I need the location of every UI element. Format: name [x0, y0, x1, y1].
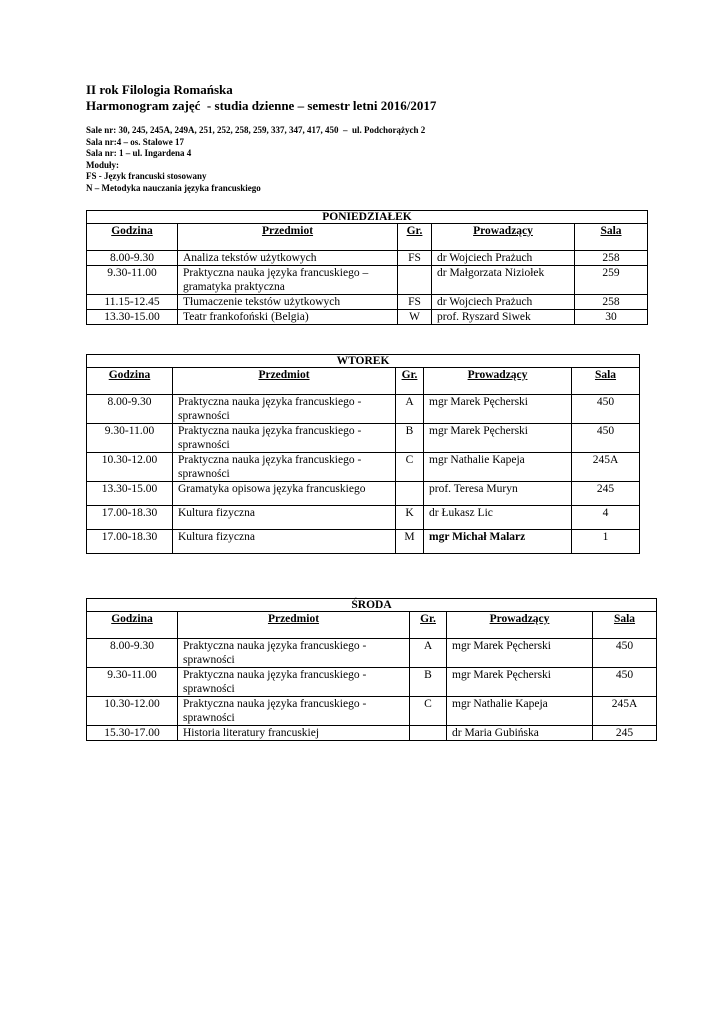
- teacher-column-header: Prowadzący: [447, 612, 593, 639]
- group-cell: B: [410, 668, 447, 697]
- room-column-header: Sala: [593, 612, 657, 639]
- subject-cell: Historia literatury francuskiej: [178, 726, 410, 741]
- room-cell: 450: [572, 424, 640, 453]
- room-cell: 245A: [572, 453, 640, 482]
- teacher-cell: mgr Marek Pęcherski: [424, 395, 572, 424]
- subject-column-header: Przedmiot: [173, 368, 396, 395]
- room-cell: 258: [575, 251, 648, 266]
- room-cell: 245: [572, 482, 640, 506]
- document-header: [86, 82, 436, 194]
- hour-cell: 9.30-11.00: [87, 668, 178, 697]
- room-cell: 4: [572, 506, 640, 530]
- teacher-cell: mgr Marek Pęcherski: [447, 668, 593, 697]
- rooms-line-2: Sala nr:4 – os. Stalowe 17: [86, 136, 185, 147]
- group-cell: FS: [398, 251, 432, 266]
- group-cell: FS: [398, 295, 432, 310]
- table-row: [87, 453, 640, 482]
- table-row: [87, 251, 648, 266]
- group-column-header: Gr.: [396, 368, 424, 395]
- subject-cell: Kultura fizyczna: [173, 530, 396, 554]
- teacher-cell: prof. Teresa Muryn: [424, 482, 572, 506]
- table-row: [87, 726, 657, 741]
- group-cell: A: [396, 395, 424, 424]
- room-cell: 450: [593, 639, 657, 668]
- subject-cell: Praktyczna nauka języka francuskiego – gramatyka praktyczna: [178, 266, 398, 295]
- subject-cell: Praktyczna nauka języka francuskiego - sprawności: [178, 697, 410, 726]
- teacher-column-header: Prowadzący: [432, 224, 575, 251]
- group-cell: B: [396, 424, 424, 453]
- subject-cell: Analiza tekstów użytkowych: [178, 251, 398, 266]
- monday-day-header: PONIEDZIAŁEK: [87, 211, 648, 224]
- group-cell: A: [410, 639, 447, 668]
- group-cell: C: [410, 697, 447, 726]
- subject-cell: Gramatyka opisowa języka francuskiego: [173, 482, 396, 506]
- teacher-cell: dr Łukasz Lic: [424, 506, 572, 530]
- module-fs: FS - Język francuski stosowany: [86, 171, 207, 181]
- teacher-cell: dr Małgorzata Niziołek: [432, 266, 575, 295]
- module-n: N – Metodyka nauczania języka francuskiego: [86, 182, 261, 193]
- hour-cell: 13.30-15.00: [87, 482, 173, 506]
- hour-column-header: Godzina: [87, 224, 178, 251]
- hour-cell: 9.30-11.00: [87, 424, 173, 453]
- table-row: [87, 697, 657, 726]
- room-column-header: Sala: [572, 368, 640, 395]
- hour-cell: 10.30-12.00: [87, 697, 178, 726]
- teacher-cell: mgr Nathalie Kapeja: [424, 453, 572, 482]
- room-cell: 259: [575, 266, 648, 295]
- group-column-header: Gr.: [398, 224, 432, 251]
- wednesday-table: [86, 598, 657, 741]
- hour-cell: 17.00-18.30: [87, 530, 173, 554]
- tuesday-table: [86, 354, 640, 554]
- teacher-cell: mgr Marek Pęcherski: [447, 639, 593, 668]
- table-row: [87, 424, 640, 453]
- tuesday-day-header: WTOREK: [87, 355, 640, 368]
- room-cell: 450: [572, 395, 640, 424]
- rooms-line-3: Sala nr: 1 – ul. Ingardena 4: [86, 148, 192, 158]
- group-cell: [396, 482, 424, 506]
- subject-cell: Praktyczna nauka języka francuskiego - sprawności: [173, 453, 396, 482]
- group-column-header: Gr.: [410, 612, 447, 639]
- teacher-cell: mgr Marek Pęcherski: [424, 424, 572, 453]
- table-row: [87, 482, 640, 506]
- group-cell: C: [396, 453, 424, 482]
- teacher-cell: dr Maria Gubińska: [447, 726, 593, 741]
- table-row: [87, 295, 648, 310]
- hour-cell: 9.30-11.00: [87, 266, 178, 295]
- table-row: [87, 530, 640, 554]
- room-cell: 1: [572, 530, 640, 554]
- table-row: [87, 639, 657, 668]
- teacher-cell: prof. Ryszard Siwek: [432, 310, 575, 325]
- modules-label: Moduły:: [86, 159, 120, 170]
- hour-cell: 8.00-9.30: [87, 395, 173, 424]
- room-cell: 258: [575, 295, 648, 310]
- hour-cell: 15.30-17.00: [87, 726, 178, 741]
- table-row: [87, 506, 640, 530]
- room-column-header: Sala: [575, 224, 648, 251]
- teacher-cell: dr Wojciech Prażuch: [432, 295, 575, 310]
- subject-cell: Praktyczna nauka języka francuskiego - sprawności: [178, 639, 410, 668]
- hour-column-header: Godzina: [87, 368, 173, 395]
- teacher-name: mgr Michał Malarz: [429, 531, 526, 543]
- group-cell: [398, 266, 432, 295]
- subject-cell: Tłumaczenie tekstów użytkowych: [178, 295, 398, 310]
- hour-cell: 17.00-18.30: [87, 506, 173, 530]
- table-row: [87, 310, 648, 325]
- room-cell: 245A: [593, 697, 657, 726]
- group-cell: K: [396, 506, 424, 530]
- group-cell: M: [396, 530, 424, 554]
- rooms-line-1: Sale nr: 30, 245, 245A, 249A, 251, 252, 258, 259, 337, 347, 417, 450 – ul. Podchorążych 2: [86, 125, 426, 135]
- subject-cell: Praktyczna nauka języka francuskiego - sprawności: [178, 668, 410, 697]
- table-row: [87, 266, 648, 295]
- hour-cell: 10.30-12.00: [87, 453, 173, 482]
- group-cell: W: [398, 310, 432, 325]
- subject-cell: Teatr frankofoński (Belgia): [178, 310, 398, 325]
- subject-cell: Praktyczna nauka języka francuskiego - sprawności: [173, 395, 396, 424]
- teacher-column-header: Prowadzący: [424, 368, 572, 395]
- subject-column-header: Przedmiot: [178, 224, 398, 251]
- hour-cell: 8.00-9.30: [87, 251, 178, 266]
- hour-column-header: Godzina: [87, 612, 178, 639]
- teacher-cell: mgr Nathalie Kapeja: [447, 697, 593, 726]
- subject-column-header: Przedmiot: [178, 612, 410, 639]
- wednesday-day-header: ŚRODA: [87, 599, 657, 612]
- document-title: II rok Filologia Romańska: [86, 82, 233, 97]
- hour-cell: 11.15-12.45: [87, 295, 178, 310]
- room-cell: 30: [575, 310, 648, 325]
- room-cell: 245: [593, 726, 657, 741]
- teacher-cell: [424, 530, 572, 554]
- room-cell: 450: [593, 668, 657, 697]
- hour-cell: 13.30-15.00: [87, 310, 178, 325]
- subject-cell: Praktyczna nauka języka francuskiego - sprawności: [173, 424, 396, 453]
- monday-table: [86, 210, 648, 325]
- table-row: [87, 668, 657, 697]
- table-row: [87, 395, 640, 424]
- group-cell: [410, 726, 447, 741]
- hour-cell: 8.00-9.30: [87, 639, 178, 668]
- teacher-cell: dr Wojciech Prażuch: [432, 251, 575, 266]
- document-subtitle: Harmonogram zajęć - studia dzienne – semestr letni 2016/2017: [86, 98, 437, 113]
- subject-cell: Kultura fizyczna: [173, 506, 396, 530]
